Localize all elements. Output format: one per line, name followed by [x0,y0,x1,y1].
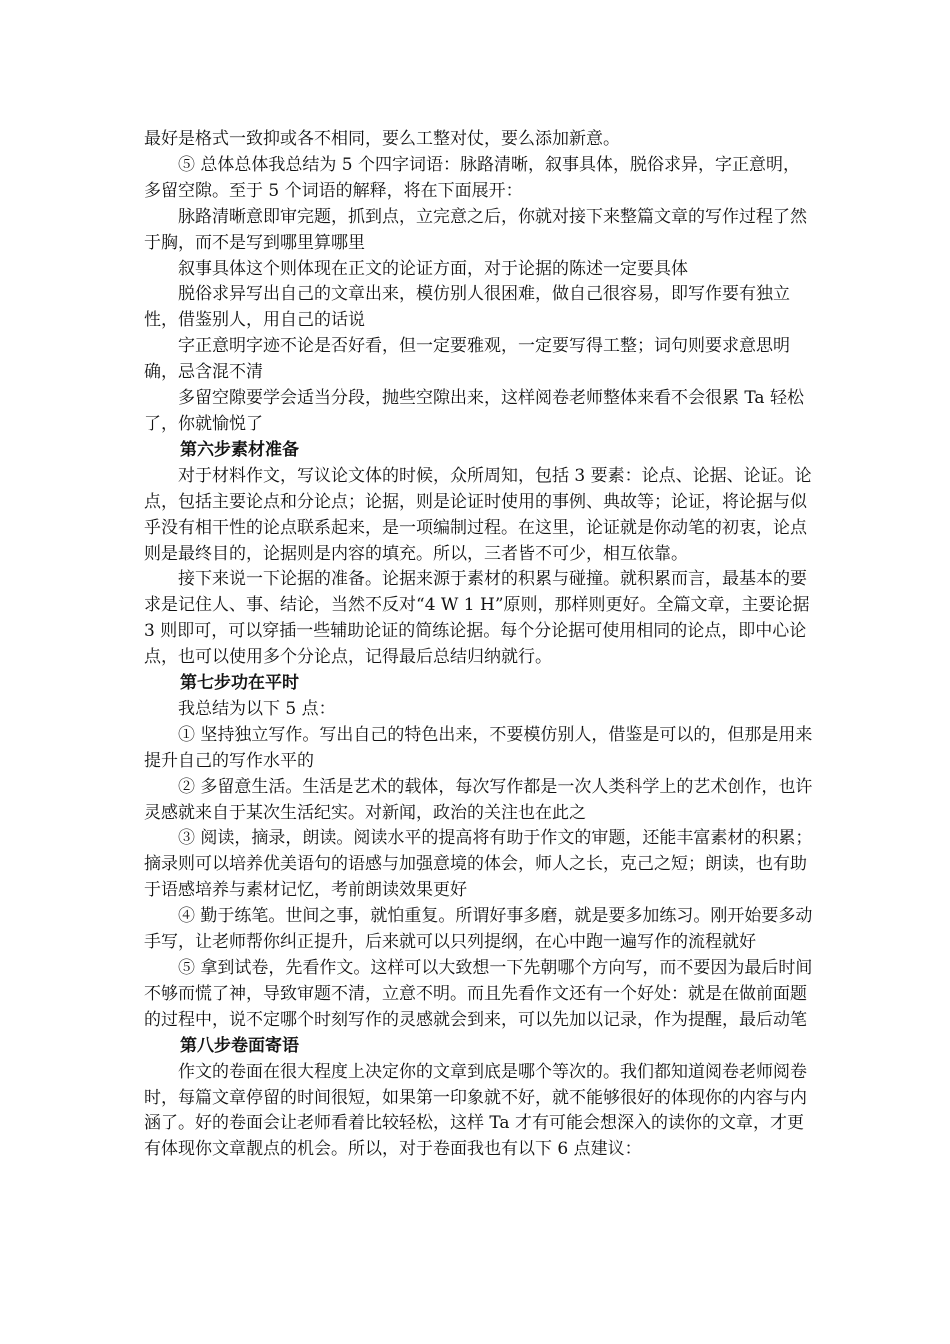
paragraph: 对于材料作文，写议论文体的时候，众所周知，包括 3 要素：论点、论据、论证。论点，包括主要论点和分论点；论据，则是论证时使用的事例、典故等；论证，将论据与似乎没有相干性的论点联系起来，是一项编制过程。在这里，论证就是你动笔的初衷，论点则是最终目的，论据则是内容的填充。所以，三者皆不可少，相互依靠。 [144,465,812,564]
paragraph: 接下来说一下论据的准备。论据来源于素材的积累与碰撞。就积累而言，最基本的要求是记住人、事、结论，当然不反对“4 W 1 H”原则，那样则更好。全篇文章，主要论据 3 则即可，可以穿插一些辅助论证的简练论据。每个分论据可使用相同的论点，即中心论点，也可以使用多个分论点，记得最后总结归纳就行。 [144,569,810,668]
list-item: ⑤ 拿到试卷，先看作文。这样可以大致想一下先朝哪个方向写，而不要因为最后时间不够而慌了神，导致审题不清，立意不明。而且先看作文还有一个好处：就是在做前面题的过程中，说不定哪个时刻写作的灵感就会到来，可以先加以记录，作为提醒，最后动笔 [144,958,813,1030]
list-item: ④ 勤于练笔。世间之事，就怕重复。所谓好事多磨，就是要多加练习。刚开始要多动手写，让老师帮你纠正提升，后来就可以只列提纲，在心中跑一遍写作的流程就好 [144,906,813,953]
list-item: ① 坚持独立写作。写出自己的特色出来，不要模仿别人，借鉴是可以的，但那是用来提升自己的写作水平的 [144,724,813,771]
paragraph: 叙事具体这个则体现在正文的论证方面，对于论据的陈述一定要具体 [178,258,688,279]
paragraph: 我总结为以下 5 点： [178,698,336,719]
paragraph: ⑤ 总体总体我总结为 5 个四字词语：脉路清晰，叙事具体，脱俗求异，字正意明，多留空隙。至于 5 个词语的解释，将在下面展开： [144,154,801,201]
section-heading: 第八步卷面寄语 [180,1035,299,1056]
paragraph: 脉路清晰意即审完题，抓到点，立完意之后，你就对接下来整篇文章的写作过程了然于胸，而不是写到哪里算哪里 [144,206,807,253]
section-heading: 第七步功在平时 [180,673,299,694]
document-body [144,127,816,1163]
list-item: ② 多留意生活。生活是艺术的载体，每次写作都是一次人类科学上的艺术创作，也许灵感就来自于某次生活纪实。对新闻，政治的关注也在此之 [144,776,813,823]
paragraph: 字正意明字迹不论是否好看，但一定要雅观，一定要写得工整；词句则要求意思明确，忌含混不清 [144,336,790,383]
section-heading: 第六步素材准备 [180,439,299,460]
list-item: ③ 阅读，摘录，朗读。阅读水平的提高将有助于作文的审题，还能丰富素材的积累；摘录则可以培养优美语句的语感与加强意境的体会，师人之长，克己之短；朗读，也有助于语感培养与素材记忆，考前朗读效果更好 [144,828,813,901]
paragraph: 最好是格式一致抑或各不相同，要么工整对仗，要么添加新意。 [144,129,620,149]
paragraph: 多留空隙要学会适当分段，抛些空隙出来，这样阅卷老师整体来看不会很累 Ta 轻松了，你就愉悦了 [144,388,804,434]
paragraph: 脱俗求异写出自己的文章出来，模仿别人很困难，做自己很容易，即写作要有独立性，借鉴别人，用自己的话说 [144,284,790,331]
paragraph: 作文的卷面在很大程度上决定你的文章到底是哪个等次的。我们都知道阅卷老师阅卷时，每篇文章停留的时间很短，如果第一印象就不好，就不能够很好的体现你的内容与内涵了。好的卷面会让老师看着比较轻松，这样 Ta 才有可能会想深入的读你的文章，才更有体现你文章靓点的机会。所以，对于卷面我也有以下 6 点建议： [144,1061,807,1160]
